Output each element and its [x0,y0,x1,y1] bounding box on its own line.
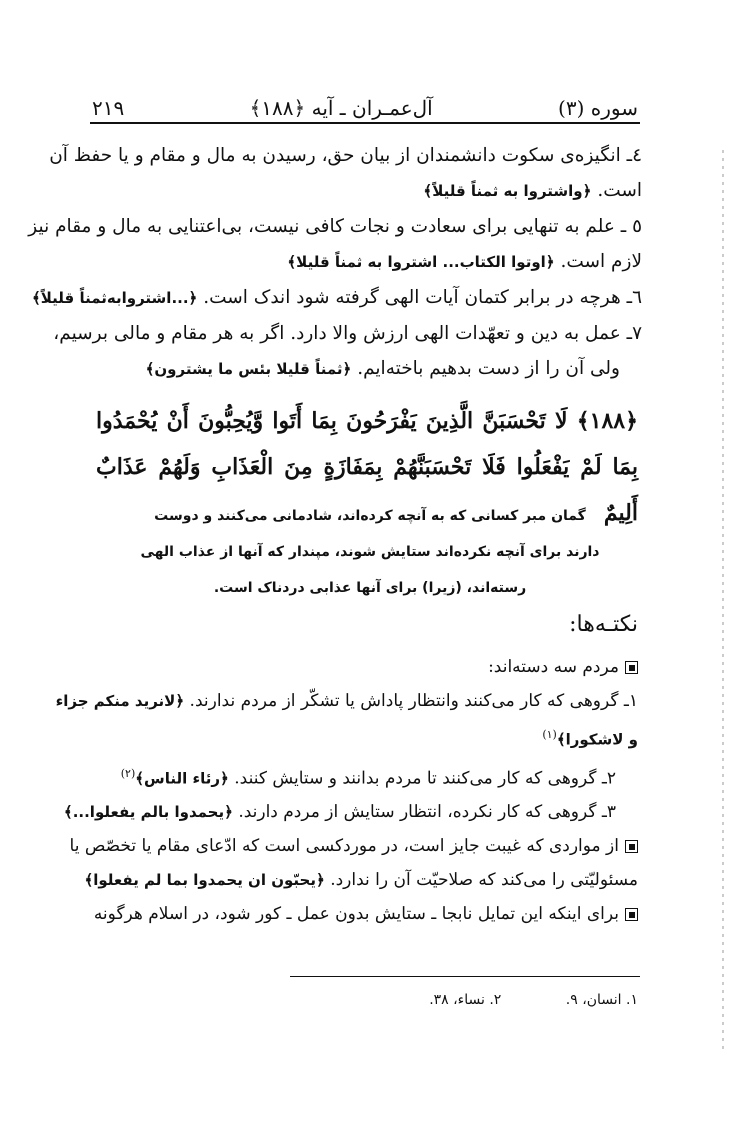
footnotes [200,992,638,1008]
page-edge-shadow [722,150,724,1050]
note-group-2: ٢ـ گروهی که کار می‌کنند تا مردم بدانند و ستایش کنند. ﴿رئاء الناس﴾$^{(٢)}$ [120,766,616,789]
lesson-4-quote: ﴿واشتروا به ثمناً قلیلاً﴾ [423,182,592,200]
footnote-1: ١. انسان، ٩. [565,992,638,1008]
note-group-3: ٣ـ گروهی که کار نکرده، انتظار ستایش از مردم دارند. ﴿یحمدوا بالم یفعلوا...﴾ [63,802,616,823]
note-desire: برای اینکه این تمایل نابجا ـ ستایش بدون عمل ـ کور شود، در اسلام هرگونه [88,897,638,931]
lesson-5-line-1: ٥ ـ علم به تنهایی برای سعادت و نجات کافی نیست، بی‌اعتنایی به مال و مقام نیز [28,216,642,237]
lesson-6-quote: ﴿...اشتروابه‌ثمناً قلیلاً﴾ [31,289,198,307]
square-bullet-icon [625,908,638,921]
surah-label: سوره (۳) [558,96,638,120]
square-bullet-icon [625,661,638,674]
note-backbiting-2: مسئولیّتی را می‌کند که صلاحیّت آن را ندارد. ﴿یحبّون ان یحمدوا بما لم یفعلوا﴾ [84,870,638,891]
lesson-7-line-1: ٧ـ عمل به دین و تعهّدات الهی ارزش والا دارد. اگر به هر مقام و مالی برسیم، [53,323,642,344]
notes-title: نکتـه‌ها: [569,612,638,637]
verse-number: ﴿۱۸۸﴾ [576,408,638,434]
page-number: ۲۱۹ [92,96,125,120]
notes-block [55,650,638,931]
header-rule [90,122,640,124]
lesson-6-line: ٦ـ هرچه در برابر کتمان آیات الهی گرفته شود اندک است. ﴿...اشتروابه‌ثمناً قلیلاً﴾ [31,287,642,308]
note-intro: مردم سه دسته‌اند: [88,650,638,684]
lesson-7-line-2: ولی آن را از دست بدهیم باخته‌ایم. ﴿ثمناً قلیلا بئس ما یشترون﴾ [145,358,620,379]
verse-translation: گمان مبر کسانی که به آنچه کرده‌اند، شادمانی می‌کنند و دوست دارند برای آنچه نکرده‌اند ستایش شوند، مپندار که آنها از عذاب الهی رسته‌اند، (زیرا) برای آنها عذابی دردناک است. [140,508,600,596]
lesson-5-line-2: لازم است. ﴿اوتوا الکتاب... اشتروا به ثمناً قلیلا﴾ [287,251,642,272]
lesson-7-quote: ﴿ثمناً قلیلا بئس ما یشترون﴾ [145,360,352,378]
note-group-1: ١ـ گروهی که کار می‌کنند وانتظار پاداش یا تشکّر از مردم ندارند. ﴿لانرید منکم جزاء [55,691,638,711]
square-bullet-icon [625,840,638,853]
footnote-2: ٢. نساء، ٣٨. [429,992,502,1008]
footnote-ref-1: (١) [542,728,557,741]
header-title: آل‌عمـران ـ آیه ﴿۱۸۸﴾ [249,96,433,120]
lesson-5-quote: ﴿اوتوا الکتاب... اشتروا به ثمناً قلیلا﴾ [287,253,555,271]
page-header [92,88,638,120]
lesson-4-line-2: است. ﴿واشتروا به ثمناً قلیلاً﴾ [423,180,642,201]
lessons-block [28,138,642,387]
note-backbiting-1: از مواردی که غیبت جایز است، در موردکسی است که ادّعای مقام یا تخصّص یا [88,829,638,863]
footnote-rule [290,976,640,977]
note-group-1-cont: و لاشکورا﴾$^{(١)}$ [542,728,638,749]
footnote-ref-2: (٢) [120,766,136,780]
lesson-4-line-1: ٤ـ انگیزه‌ی سکوت دانشمندان از بیان حق، رسیدن به مال و مقام و یا حفظ آن [49,145,642,166]
verse-text: لَا تَحْسَبَنَّ الَّذِينَ يَفْرَحُونَ بِمَا أَتَوا وَّيُحِبُّونَ أَنْ يُحْمَدُوا بِمَا لَمْ يَفْعَلُوا فَلَا تَحْسَبَنَّهُمْ بِمَفَازَةٍ مِنَ الْعَذَابِ وَلَهُمْ عَذَابٌ أَلِيمٌ [96,408,638,526]
